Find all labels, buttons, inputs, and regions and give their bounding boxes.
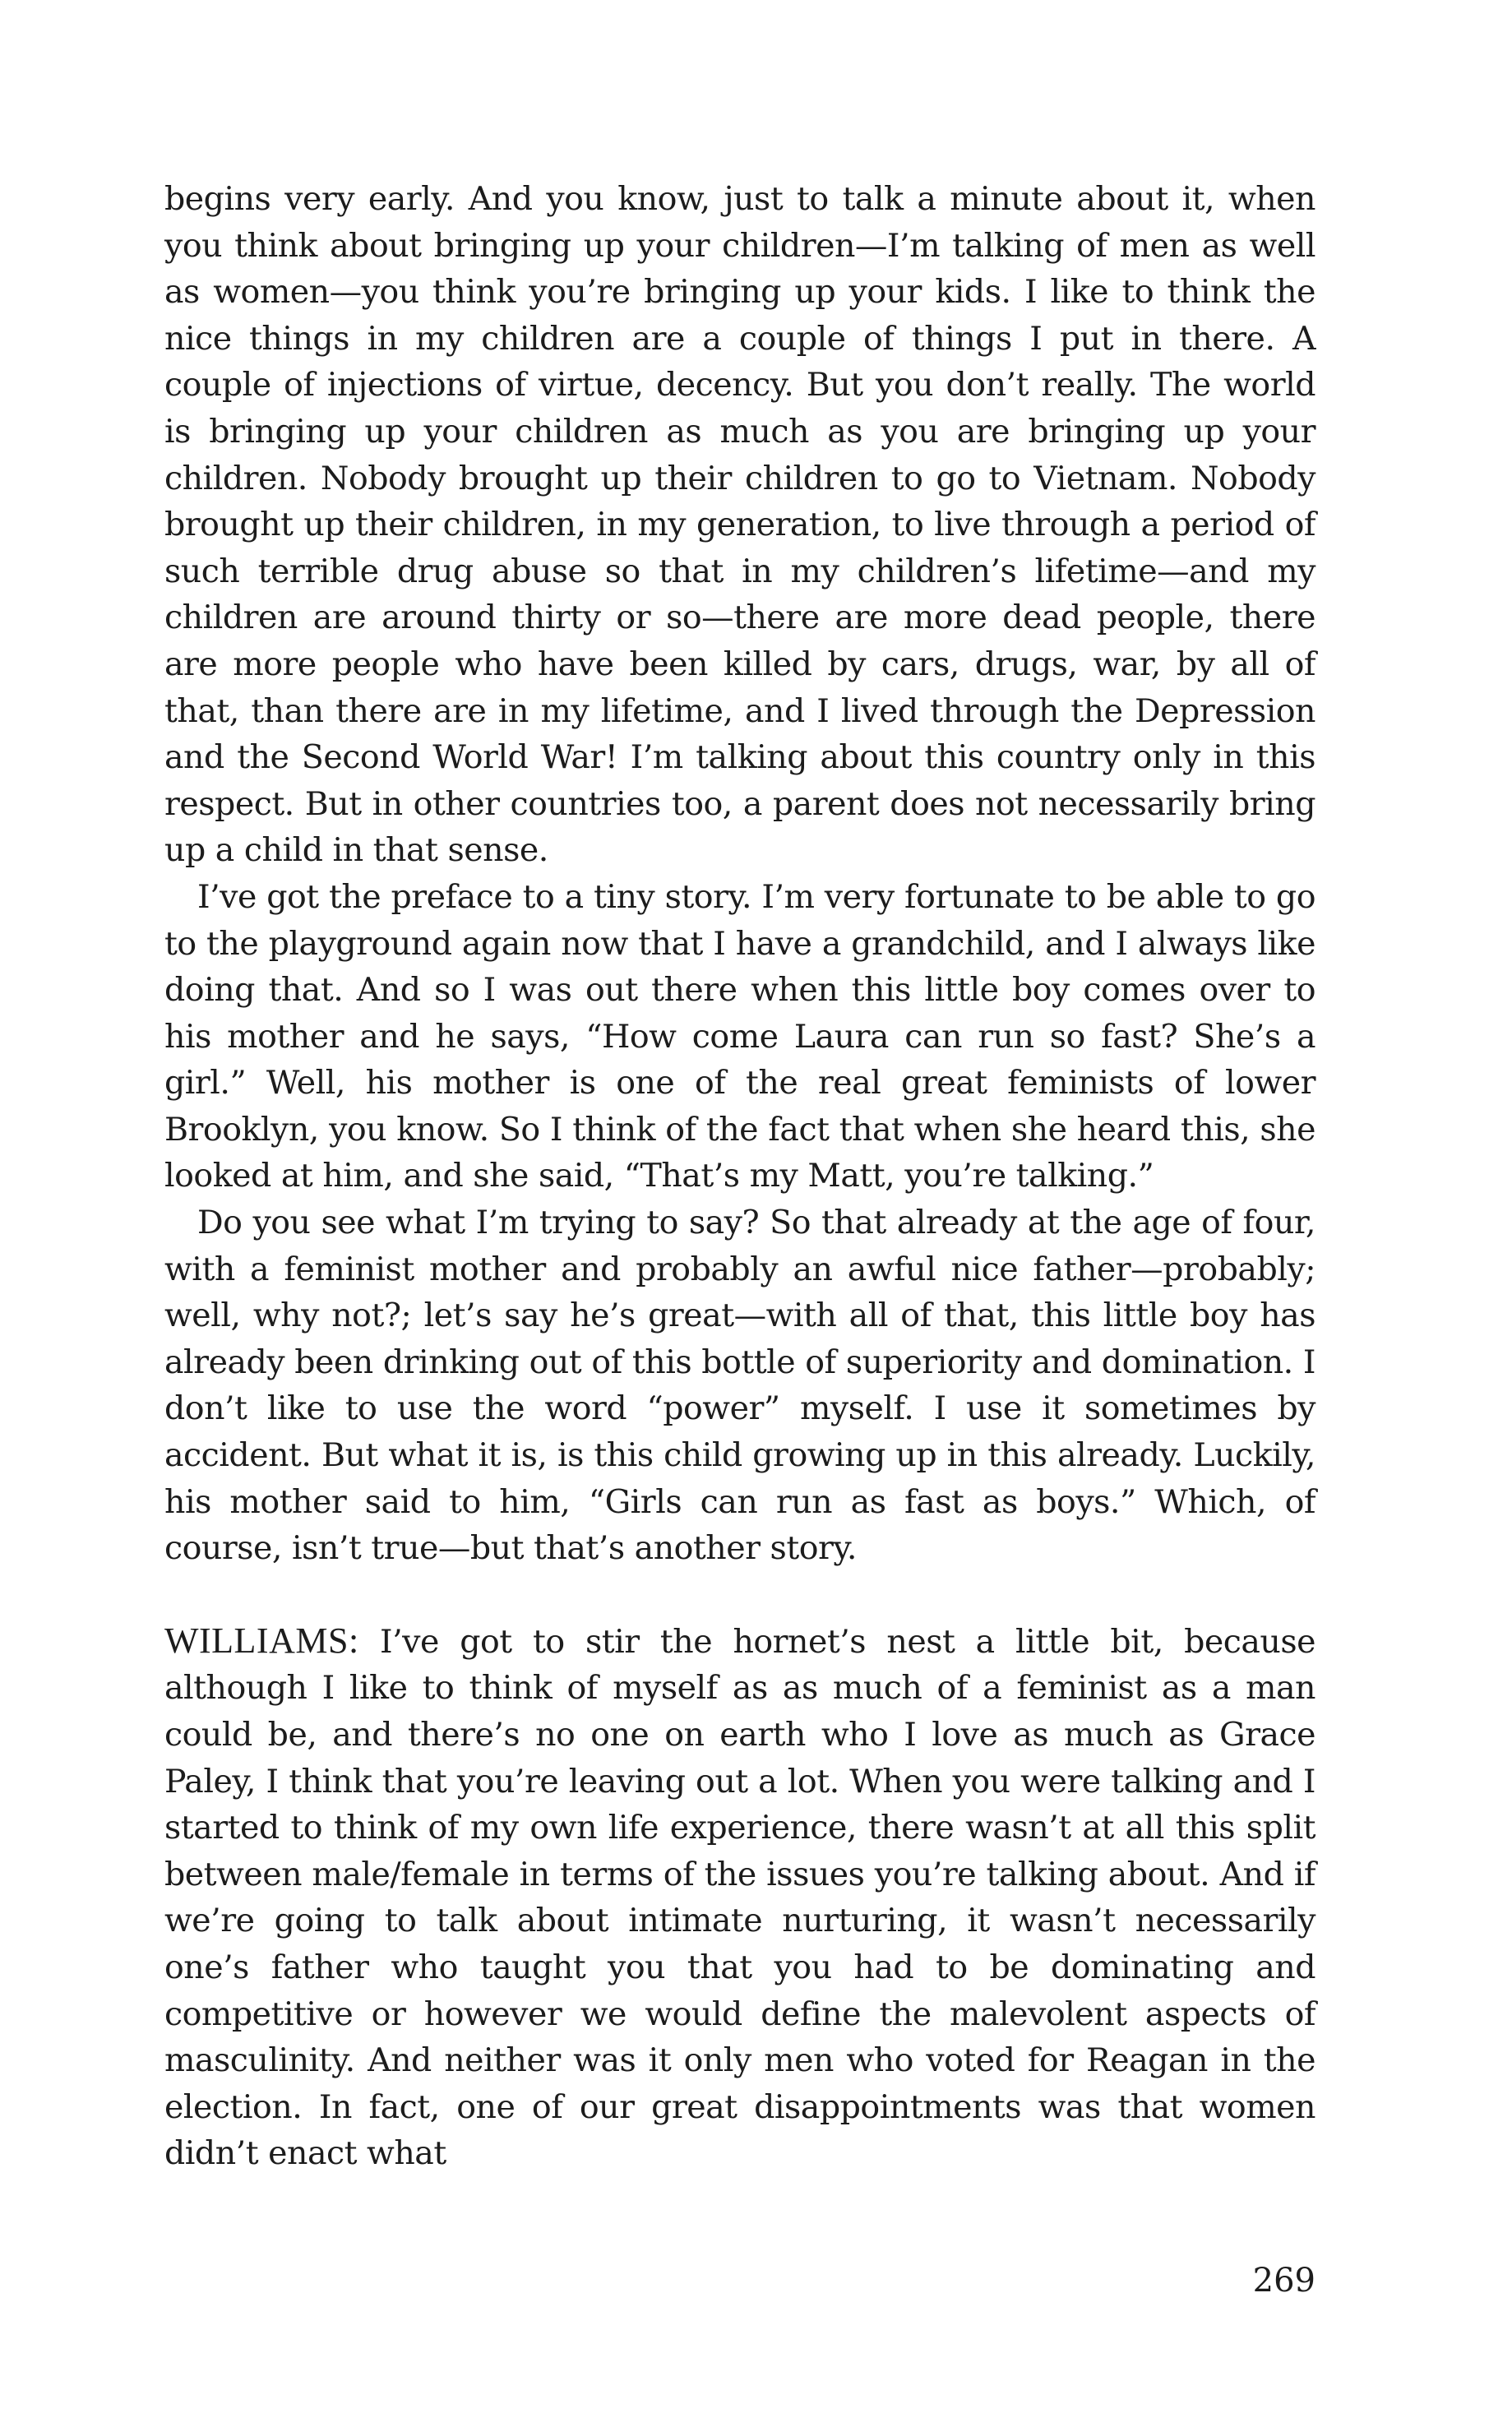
page-number: 269	[1252, 2262, 1315, 2300]
speaker-name: WILLIAMS:	[164, 1620, 359, 1661]
paragraph-3: Do you see what I’m trying to say? So that already at the age of four, with a feminist mother and probably an awful nice father—probably; well, why not?; let’s say he’s great—with all of that, this little boy has already been drinking out of this bottle of superiority and domination. I don’t like to use the word “power” myself. I use it sometimes by accident. But what it is, is this child growing up in this already. Luckily, his mother said to him, “Girls can run as fast as boys.” Which, of course, isn’t true—but that’s another story.	[164, 1204, 1315, 1568]
paragraph-1: begins very early. And you know, just to talk a minute about it, when you think about bringing up your children—I’m talking of men as well as women—you think you’re bringing up your kids. I like to think the nice things in my children are a couple of things I put in there. A couple of injections of virtue, decency. But you don’t really. The world is bringing up your children as much as you are bringing up your children. Nobody brought up their children to go to Vietnam. Nobody brought up their children, in my generation, to live through a period of such terrible drug abuse so that in my children’s lifetime—and my children are around thirty or so—there are more dead people, there are more people who have been killed by cars, drugs, war, by all of that, than there are in my lifetime, and I lived through the Depression and the Second World War! I’m talking about this country only in this respect. But in other countries too, a parent does not necessarily bring up a child in that sense.	[164, 180, 1315, 870]
book-page	[164, 176, 1315, 2355]
paragraph-williams	[164, 1618, 1315, 2177]
paragraph-2: I’ve got the preface to a tiny story. I’m very fortunate to be able to go to the playground again now that I have a grandchild, and I always like doing that. And so I was out there when this little boy comes over to his mother and he says, “How come Laura can run so fast? She’s a girl.” Well, his mother is one of the real great feminists of lower Brooklyn, you know. So I think of the fact that when she heard this, she looked at him, and she said, “That’s my Matt, you’re talking.”	[164, 877, 1315, 1195]
williams-text: I’ve got to stir the hornet’s nest a little bit, because although I like to think of myself as as much of a feminist as a man could be, and there’s no one on earth who I love as much as Grace Paley, I think that you’re leaving out a lot. When you were talking and I started to think of my own life experience, there wasn’t at all this split between male/female in terms of the issues you’re talking about. And if we’re going to talk about intimate nurturing, it wasn’t necessarily one’s father who taught you that you had to be dominating and competitive or however we would define the malevolent aspects of masculinity. And neither was it only men who voted for Reagan in the election. In fact, one of our great disappointments was that women didn’t enact what	[164, 1622, 1315, 2173]
